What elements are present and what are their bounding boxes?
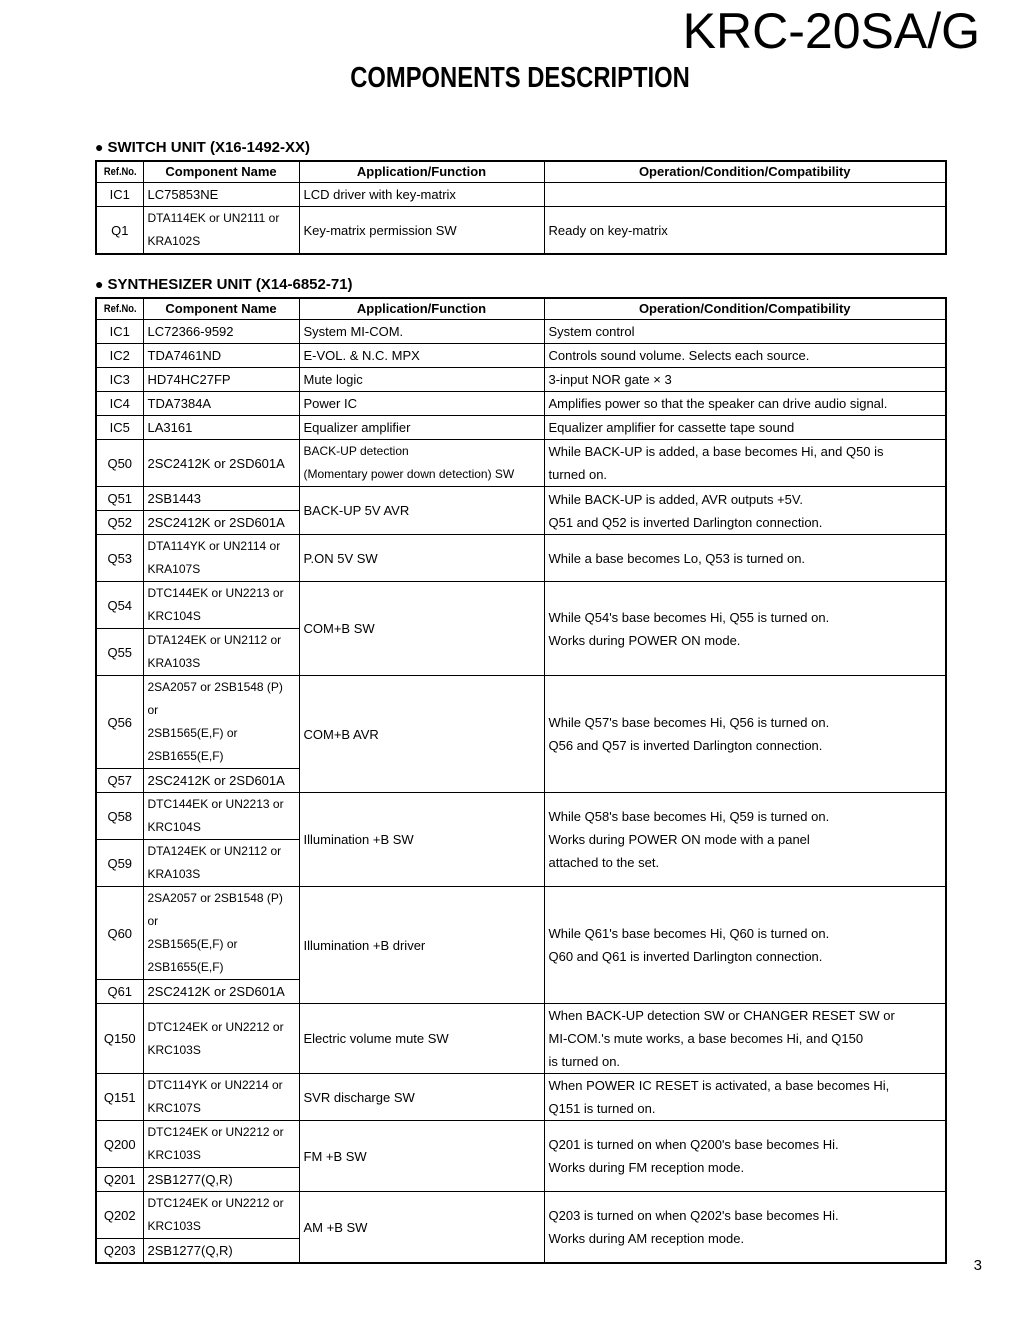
component-cell: LA3161 xyxy=(143,416,299,440)
col-header-application: Application/Function xyxy=(299,298,544,320)
table-row xyxy=(96,207,946,255)
operation-cell: Equalizer amplifier for cassette tape sound xyxy=(544,416,946,440)
table-row xyxy=(96,320,946,344)
operation-cell: Amplifies power so that the speaker can drive audio signal. xyxy=(544,392,946,416)
ref-cell: Q53 xyxy=(96,535,143,582)
table-row xyxy=(96,487,946,511)
component-cell: 2SC2412K or 2SD601A xyxy=(143,980,299,1004)
component-cell: DTC124EK or UN2212 or KRC103S xyxy=(143,1192,299,1239)
operation-cell: Ready on key-matrix xyxy=(544,207,946,255)
application-cell: Mute logic xyxy=(299,368,544,392)
component-cell: TDA7461ND xyxy=(143,344,299,368)
component-cell: DTC144EK or UN2213 or KRC104S xyxy=(143,582,299,629)
application-cell: Illumination +B driver xyxy=(299,887,544,1004)
component-cell: DTC124EK or UN2212 or KRC103S xyxy=(143,1004,299,1074)
operation-cell: System control xyxy=(544,320,946,344)
table-row xyxy=(96,582,946,629)
ref-cell: Q54 xyxy=(96,582,143,629)
col-header-ref: Ref.No. xyxy=(96,161,143,183)
ref-cell: Q57 xyxy=(96,769,143,793)
table-row xyxy=(96,793,946,840)
ref-cell: Q151 xyxy=(96,1074,143,1121)
table-row xyxy=(96,1192,946,1239)
application-cell: SVR discharge SW xyxy=(299,1074,544,1121)
ref-cell: IC3 xyxy=(96,368,143,392)
application-cell: LCD driver with key-matrix xyxy=(299,183,544,207)
col-header-application: Application/Function xyxy=(299,161,544,183)
operation-cell: While BACK-UP is added, a base becomes Hi, and Q50 is turned on. xyxy=(544,440,946,487)
table-row xyxy=(96,440,946,487)
switch-unit-table xyxy=(95,160,947,255)
operation-cell: While Q57's base becomes Hi, Q56 is turned on. Q56 and Q57 is inverted Darlington connection. xyxy=(544,676,946,793)
operation-cell xyxy=(544,183,946,207)
operation-cell: When POWER IC RESET is activated, a base becomes Hi, Q151 is turned on. xyxy=(544,1074,946,1121)
col-header-ref: Ref.No. xyxy=(96,298,143,320)
table-header-row xyxy=(96,161,946,183)
page-number: 3 xyxy=(973,1257,982,1274)
ref-cell: IC2 xyxy=(96,344,143,368)
component-cell: DTC144EK or UN2213 or KRC104S xyxy=(143,793,299,840)
ref-cell: IC1 xyxy=(96,320,143,344)
operation-cell: When BACK-UP detection SW or CHANGER RESET SW or MI-COM.'s mute works, a base becomes Hi, and Q150 is turned on. xyxy=(544,1004,946,1074)
operation-cell: While a base becomes Lo, Q53 is turned on. xyxy=(544,535,946,582)
operation-cell: While Q61's base becomes Hi, Q60 is turned on. Q60 and Q61 is inverted Darlington connection. xyxy=(544,887,946,1004)
ref-cell: IC4 xyxy=(96,392,143,416)
page-title: COMPONENTS DESCRIPTION xyxy=(350,62,690,94)
application-cell: Equalizer amplifier xyxy=(299,416,544,440)
component-cell: 2SB1277(Q,R) xyxy=(143,1168,299,1192)
table-row xyxy=(96,392,946,416)
col-header-component: Component Name xyxy=(143,298,299,320)
operation-cell: Controls sound volume. Selects each source. xyxy=(544,344,946,368)
application-cell: Electric volume mute SW xyxy=(299,1004,544,1074)
ref-cell: IC5 xyxy=(96,416,143,440)
synth-unit-title: SYNTHESIZER UNIT (X14-6852-71) xyxy=(107,276,353,293)
model-number: KRC-20SA/G xyxy=(682,3,980,59)
synth-unit-heading xyxy=(95,276,353,293)
operation-cell: Q203 is turned on when Q202's base becomes Hi. Works during AM reception mode. xyxy=(544,1192,946,1264)
table-row xyxy=(96,1074,946,1121)
operation-cell: Q201 is turned on when Q200's base becomes Hi. Works during FM reception mode. xyxy=(544,1121,946,1192)
operation-cell: While Q54's base becomes Hi, Q55 is turned on. Works during POWER ON mode. xyxy=(544,582,946,676)
application-cell: COM+B AVR xyxy=(299,676,544,793)
component-cell: DTC124EK or UN2212 or KRC103S xyxy=(143,1121,299,1168)
ref-cell: IC1 xyxy=(96,183,143,207)
ref-cell: Q58 xyxy=(96,793,143,840)
ref-cell: Q61 xyxy=(96,980,143,1004)
ref-cell: Q150 xyxy=(96,1004,143,1074)
component-cell: 2SB1277(Q,R) xyxy=(143,1239,299,1264)
ref-cell: Q55 xyxy=(96,629,143,676)
ref-cell: Q59 xyxy=(96,840,143,887)
table-row xyxy=(96,535,946,582)
component-cell: 2SA2057 or 2SB1548 (P) or 2SB1565(E,F) or 2SB1655(E,F) xyxy=(143,676,299,769)
application-cell: System MI-COM. xyxy=(299,320,544,344)
table-header-row xyxy=(96,298,946,320)
component-cell: DTA124EK or UN2112 or KRA103S xyxy=(143,629,299,676)
ref-cell: Q52 xyxy=(96,511,143,535)
component-cell: 2SC2412K or 2SD601A xyxy=(143,769,299,793)
application-cell: BACK-UP detection (Momentary power down detection) SW xyxy=(299,440,544,487)
component-cell: DTA114YK or UN2114 or KRA107S xyxy=(143,535,299,582)
switch-unit-heading xyxy=(95,139,310,156)
col-header-operation: Operation/Condition/Compatibility xyxy=(544,161,946,183)
application-cell: Illumination +B SW xyxy=(299,793,544,887)
col-header-operation: Operation/Condition/Compatibility xyxy=(544,298,946,320)
application-cell: FM +B SW xyxy=(299,1121,544,1192)
table-row xyxy=(96,183,946,207)
component-cell: LC75853NE xyxy=(143,183,299,207)
table-row xyxy=(96,1121,946,1168)
bullet-icon: ● xyxy=(95,139,104,155)
application-cell: AM +B SW xyxy=(299,1192,544,1264)
operation-cell: While Q58's base becomes Hi, Q59 is turned on. Works during POWER ON mode with a panel attached to the set. xyxy=(544,793,946,887)
component-cell: DTA114EK or UN2111 or KRA102S xyxy=(143,207,299,255)
application-cell: Key-matrix permission SW xyxy=(299,207,544,255)
ref-cell: Q56 xyxy=(96,676,143,769)
component-cell: DTC114YK or UN2214 or KRC107S xyxy=(143,1074,299,1121)
operation-cell: 3-input NOR gate × 3 xyxy=(544,368,946,392)
application-cell: Power IC xyxy=(299,392,544,416)
component-cell: TDA7384A xyxy=(143,392,299,416)
table-row xyxy=(96,887,946,980)
component-cell: 2SC2412K or 2SD601A xyxy=(143,440,299,487)
switch-unit-title: SWITCH UNIT (X16-1492-XX) xyxy=(107,139,311,156)
table-row xyxy=(96,676,946,769)
table-row xyxy=(96,1004,946,1074)
bullet-icon: ● xyxy=(95,276,104,292)
ref-cell: Q203 xyxy=(96,1239,143,1264)
component-cell: DTA124EK or UN2112 or KRA103S xyxy=(143,840,299,887)
col-header-component: Component Name xyxy=(143,161,299,183)
ref-cell: Q201 xyxy=(96,1168,143,1192)
ref-cell: Q202 xyxy=(96,1192,143,1239)
component-cell: 2SC2412K or 2SD601A xyxy=(143,511,299,535)
ref-cell: Q1 xyxy=(96,207,143,255)
table-row xyxy=(96,344,946,368)
application-cell: BACK-UP 5V AVR xyxy=(299,487,544,535)
ref-cell: Q51 xyxy=(96,487,143,511)
table-row xyxy=(96,416,946,440)
component-cell: HD74HC27FP xyxy=(143,368,299,392)
application-cell: E-VOL. & N.C. MPX xyxy=(299,344,544,368)
operation-cell: While BACK-UP is added, AVR outputs +5V. Q51 and Q52 is inverted Darlington connection. xyxy=(544,487,946,535)
component-cell: 2SA2057 or 2SB1548 (P) or 2SB1565(E,F) or 2SB1655(E,F) xyxy=(143,887,299,980)
application-cell: P.ON 5V SW xyxy=(299,535,544,582)
ref-cell: Q60 xyxy=(96,887,143,980)
table-row xyxy=(96,368,946,392)
synth-unit-table xyxy=(95,297,947,1264)
component-cell: LC72366-9592 xyxy=(143,320,299,344)
ref-cell: Q200 xyxy=(96,1121,143,1168)
ref-cell: Q50 xyxy=(96,440,143,487)
component-cell: 2SB1443 xyxy=(143,487,299,511)
application-cell: COM+B SW xyxy=(299,582,544,676)
